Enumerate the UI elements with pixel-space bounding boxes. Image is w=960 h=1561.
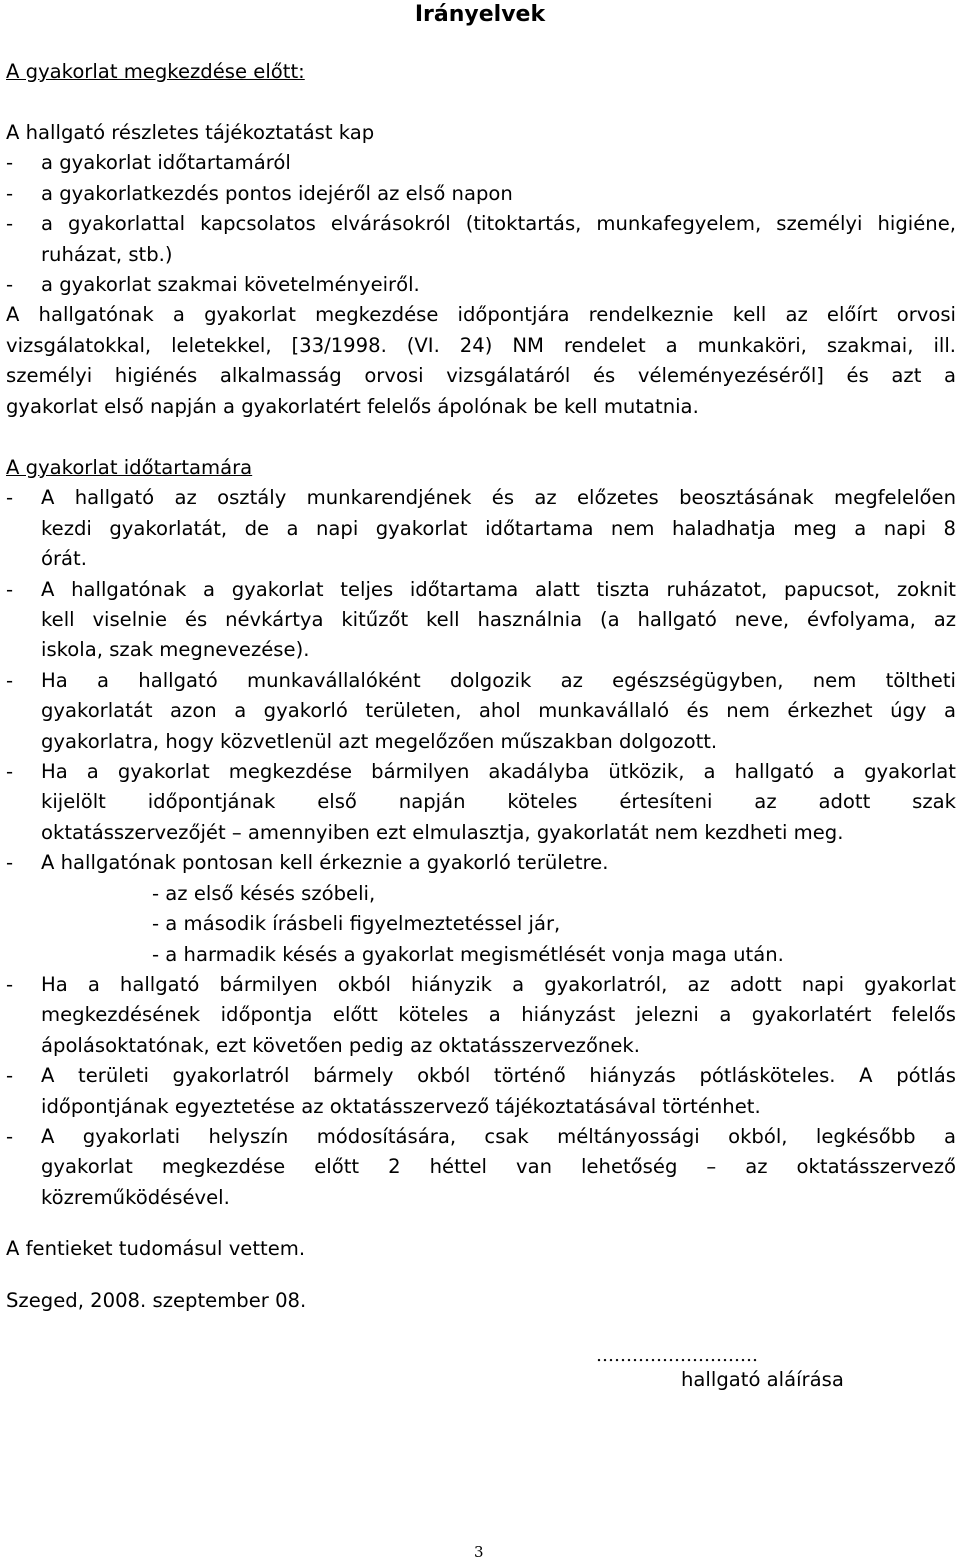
list-item: - A területi gyakorlatról bármely okból történő hiányzás pótlásköteles. A pótlás időpontjának egyeztetése az oktatásszervező tájékoztatásával történhet. [6,1064,956,1118]
list-item: - Ha a gyakorlat megkezdése bármilyen akadályba ütközik, a hallgató a gyakorlat kijelölt időpontjának első napján köteles értesíteni az adott szak oktatásszervezőjét – amennyiben ezt elmulasztja, gyakorlatát nem kezdheti meg. [6,760,956,844]
list-item: - A hallgató az osztály munkarendjének és az előzetes beosztásának megfelelően kezdi gyakorlatát, de a napi gyakorlat időtartama nem haladhatja meg a napi 8 órát. [6,486,956,571]
section1-content [6,118,956,422]
list-item: - Ha a hallgató bármilyen okból hiányzik a gyakorlatról, az adott napi gyakorlat megkezdésének időpontja előtt köteles a hiányzást jelezni a gyakorlatért felelős ápolásoktatónak, ezt követően pedig az oktatásszervezőnek. [6,972,956,1057]
late-rules [6,879,956,970]
list-item: - a gyakorlatkezdés pontos idejéről az első napon [6,181,513,205]
requirements-paragraph: A hallgatónak a gyakorlat megkezdése időpontjára rendelkeznie kell az előírt orvosi vizsgálatokkal, leletekkel, [33/1998. (VI. 24) NM rendelet a munkaköri, szakmai, ill. személyi higiénés alkalmasság orvosi vizsgálatáról és véleményezéséről] és azt a gyakorlat első napján a gyakorlatért felelős ápolónak be kell mutatnia. [6,303,956,418]
intro-text: A hallgató részletes tájékoztatást kap [6,121,375,144]
list-item: - Ha a hallgató munkavállalóként dolgozik az egészségügyben, nem töltheti gyakorlatát azon a gyakorló területen, ahol munkavállaló és nem érkezhet úgy a gyakorlatra, hogy közvetlenül azt megelőzően műszakban dolgozott. [6,668,956,753]
late-rule: - az első késés szóbeli, [152,881,376,905]
list-item: - a gyakorlat időtartamáról [6,151,291,175]
section-duration [6,453,956,1213]
late-rule: - a második írásbeli figyelmeztetéssel jár, [152,912,561,936]
signature-line: ……………………… [596,1345,758,1366]
acknowledgement: A fentieket tudomásul vettem. [6,1237,306,1260]
list-item: - A gyakorlati helyszín módosítására, csak méltányossági okból, legkésőbb a gyakorlat megkezdése előtt 2 héttel van lehetőség – az oktatásszervező közreműködésével. [6,1124,956,1209]
signature-label: hallgató aláírása [681,1368,844,1391]
list-item: - A hallgatónak pontosan kell érkeznie a gyakorló területre. [6,851,609,875]
section-heading: A gyakorlat időtartamára [6,456,253,479]
list-item: - a gyakorlattal kapcsolatos elvárásokról (titoktartás, munkafegyelem, személyi higiéne, ruházat, stb.) [6,212,956,266]
section-heading: A gyakorlat megkezdése előtt: [6,60,305,83]
late-rule: - a harmadik késés a gyakorlat megismétlését vonja maga után. [152,942,784,966]
list-item: - a gyakorlat szakmai követelményeiről. [6,273,420,297]
section-before-practice [6,57,956,87]
page-number: 3 [474,1543,484,1561]
list-item: - A hallgatónak a gyakorlat teljes időtartama alatt tiszta ruházatot, papucsot, zoknit kell viselnie és névkártya kitűzőt kell használnia (a hallgató neve, évfolyama, az iskola, szak megnevezése). [6,577,956,662]
place-date: Szeged, 2008. szeptember 08. [6,1289,307,1312]
document-title: Irányelvek [414,2,546,27]
